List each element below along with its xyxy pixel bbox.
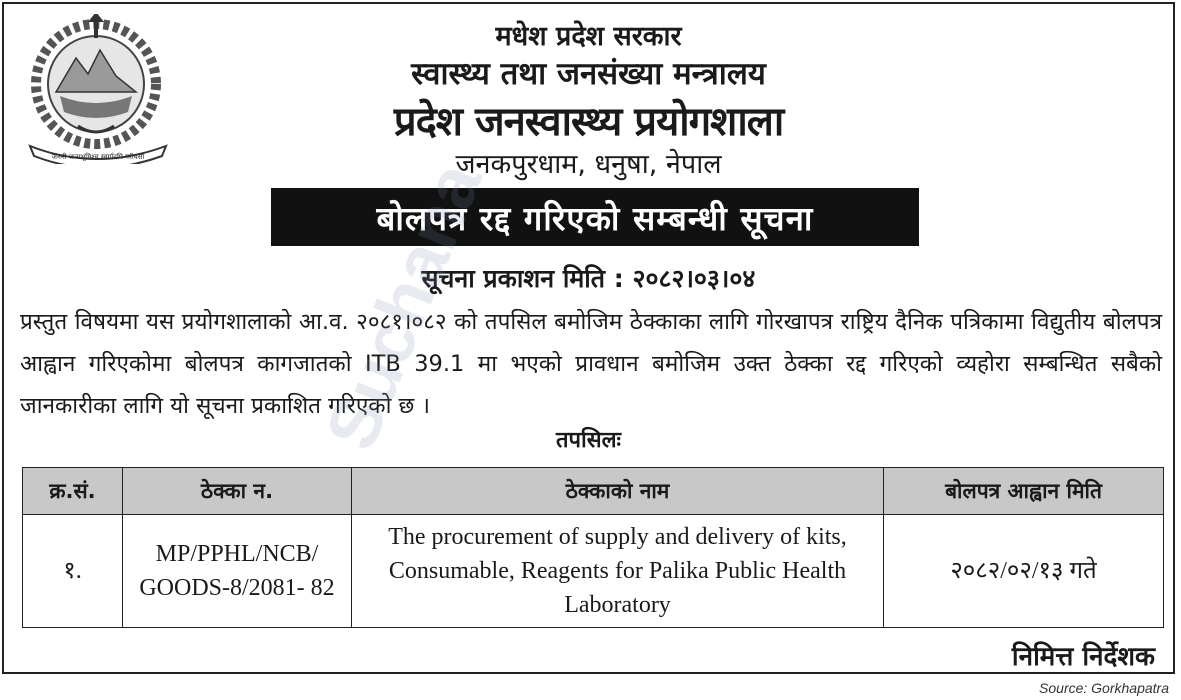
table-header-row <box>23 468 1164 515</box>
table-row <box>23 515 1164 628</box>
emblem-motto: जननी जन्मभूमिश्च स्वर्गादपि गरीयसी <box>51 153 145 161</box>
cell-sn: १. <box>23 515 123 628</box>
source-credit: Source: Gorkhapatra <box>1039 680 1169 696</box>
ministry-name: स्वास्थ्य तथा जनसंख्या मन्त्रालय <box>411 56 766 92</box>
column-header-sn: क्र.सं. <box>23 468 123 515</box>
cell-contract-name: The procurement of supply and delivery of kits, Consumable, Reagents for Palika Public Health Laboratory <box>352 515 884 628</box>
cell-bid-date: २०८२/०२/१३ गते <box>884 515 1164 628</box>
office-name: प्रदेश जनस्वास्थ्य प्रयोगशाला <box>393 99 784 145</box>
details-table <box>22 467 1164 628</box>
notice-frame <box>2 2 1175 674</box>
notice-title: बोलपत्र रद्द गरिएको सम्बन्धी सूचना <box>271 188 919 246</box>
column-header-contract-no: ठेक्का न. <box>123 468 352 515</box>
notice-body: प्रस्तुत विषयमा यस प्रयोगशालाको आ.व. २०८१।०८२ को तपसिल बमोजिम ठेक्काका लागि गोरखापत्र राष्ट्रिय दैनिक पत्रिकामा विद्युतीय बोलपत्र आह्वान गरिएकोमा बोलपत्र कागजातको ITB 39.1 मा भएको प्रावधान बमोजिम उक्त ठेक्का रद्द गरिएको व्यहोरा सम्बन्धित सबैको जानकारीका लागि यो सूचना प्रकाशित गरिएको छ । <box>20 309 1162 419</box>
column-header-contract-name: ठेक्काको नाम <box>352 468 884 515</box>
column-header-bid-date: बोलपत्र आह्वान मिति <box>884 468 1164 515</box>
office-address: जनकपुरधाम, धनुषा, नेपाल <box>455 149 722 180</box>
cell-contract-no: MP/PPHL/NCB/ GOODS-8/2081- 82 <box>123 515 352 628</box>
details-heading: तपसिलः <box>556 428 621 453</box>
publication-date: सूचना प्रकाशन मिति : २०८२।०३।०४ <box>421 264 756 293</box>
government-name: मधेश प्रदेश सरकार <box>495 21 682 52</box>
signatory-title: निमित्त निर्देशक <box>1011 642 1155 672</box>
